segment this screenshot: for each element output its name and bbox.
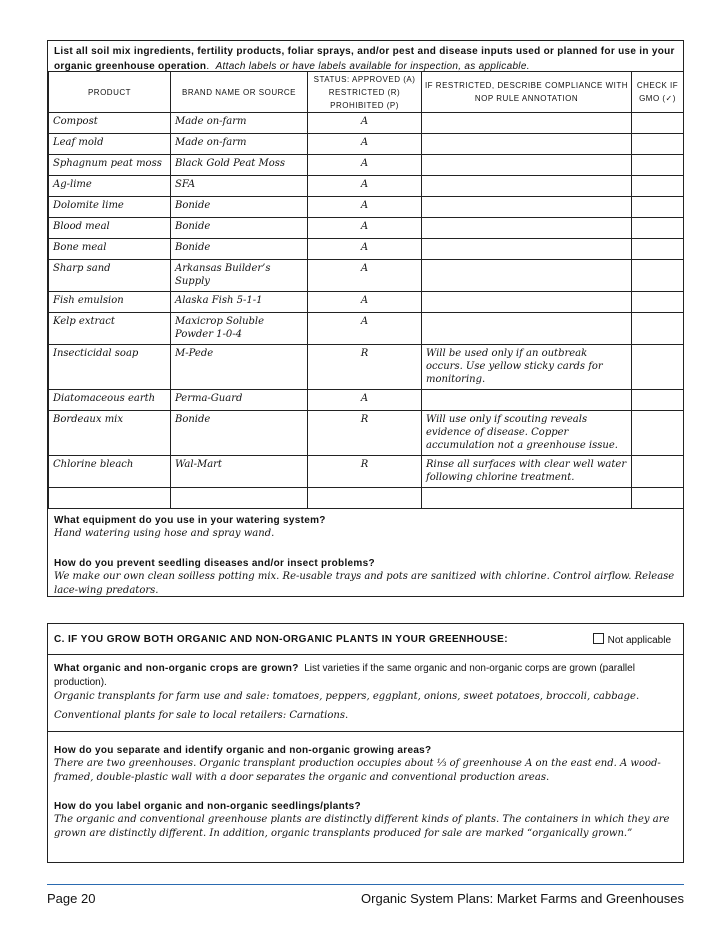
crops-question-bold: What organic and non-organic crops are grown? [54,663,299,674]
col-brand-header: BRAND NAME OR SOURCE [171,72,308,113]
cell-status[interactable]: A [308,218,422,239]
cell-product[interactable]: Compost [49,113,171,134]
cell-product[interactable]: Chlorine bleach [49,456,171,488]
not-applicable-label: Not applicable [607,635,671,646]
not-applicable-option[interactable] [593,633,671,646]
footer-title: Organic System Plans: Market Farms and Greenhouses [361,891,684,906]
crops-question-note: List varieties if the same organic and non-organic corps are grown (parallel production). [54,663,635,688]
page-number: Page 20 [47,891,96,906]
cell-product[interactable]: Leaf mold [49,134,171,155]
cell-empty[interactable] [49,488,171,509]
watering-answer[interactable]: Hand watering using hose and spray wand. [54,528,275,539]
cell-status[interactable]: R [308,411,422,456]
cell-status[interactable]: R [308,345,422,390]
separate-block [48,732,683,785]
cell-gmo[interactable] [632,456,684,488]
cell-compliance[interactable] [422,134,632,155]
cell-status[interactable]: A [308,239,422,260]
cell-compliance[interactable] [422,218,632,239]
inputs-instructions-bold: List all soil mix ingredients, fertility products, foliar sprays, and/or pest and disease inputs used or planned for use in your organic greenhouse operation [54,46,675,72]
inputs-section [47,40,684,597]
table-row [49,313,684,345]
cell-product[interactable]: Sphagnum peat moss [49,155,171,176]
cell-empty[interactable] [632,488,684,509]
cell-compliance[interactable]: Will use only if scouting reveals evidence of disease. Copper accumulation not a greenhouse issue. [422,411,632,456]
col-product-header: PRODUCT [49,72,171,113]
table-row [49,155,684,176]
cell-status[interactable]: A [308,390,422,411]
cell-compliance[interactable] [422,260,632,292]
col-gmo-header: CHECK IF GMO (✓) [632,72,684,113]
cell-gmo[interactable] [632,176,684,197]
cell-status[interactable]: A [308,260,422,292]
seedling-block [48,541,683,598]
cell-status[interactable]: A [308,113,422,134]
label-answer[interactable]: The organic and conventional greenhouse plants are distinctly different kinds of plants. The containers in which they are grown are distinctly different. In addition, organic transplants produced for sale are marked “organically grown.” [54,814,670,839]
table-row [49,260,684,292]
cell-brand[interactable]: Made on-farm [171,134,308,155]
cell-brand[interactable]: Bonide [171,411,308,456]
table-row [49,456,684,488]
footer-rule [47,884,684,885]
cell-gmo[interactable] [632,260,684,292]
label-block [48,785,683,841]
seedling-question: How do you prevent seedling diseases and/or insect problems? [54,558,375,569]
col-status-header: STATUS: APPROVED (A) RESTRICTED (R) PROHIBITED (P) [308,72,422,113]
cell-compliance[interactable] [422,390,632,411]
cell-gmo[interactable] [632,313,684,345]
inputs-instructions-italic: Attach labels or have labels available for inspection, as applicable. [215,61,530,72]
cell-brand[interactable]: M-Pede [171,345,308,390]
cell-gmo[interactable] [632,345,684,390]
cell-gmo[interactable] [632,239,684,260]
cell-product[interactable]: Blood meal [49,218,171,239]
cell-status[interactable]: A [308,313,422,345]
table-row [49,134,684,155]
cell-status[interactable]: A [308,176,422,197]
table-row [49,292,684,313]
cell-status[interactable]: A [308,197,422,218]
cell-compliance[interactable] [422,313,632,345]
cell-brand[interactable]: Bonide [171,218,308,239]
cell-compliance[interactable]: Will be used only if an outbreak occurs. Use yellow sticky cards for monitoring. [422,345,632,390]
cell-empty[interactable] [308,488,422,509]
cell-status[interactable]: A [308,292,422,313]
cell-brand[interactable]: Bonide [171,197,308,218]
table-row [49,113,684,134]
cell-compliance[interactable] [422,155,632,176]
cell-status[interactable]: R [308,456,422,488]
cell-product[interactable]: Fish emulsion [49,292,171,313]
separate-answer[interactable]: There are two greenhouses. Organic transplant production occupies about ⅓ of greenhouse A on the east end. A wood-framed, double-plastic wall with a door separates the organic and conventional production areas. [54,758,661,783]
section-c [47,623,684,863]
crops-question [54,662,677,690]
table-row [49,390,684,411]
cell-product[interactable]: Insecticidal soap [49,345,171,390]
cell-brand[interactable]: Made on-farm [171,113,308,134]
cell-product[interactable]: Kelp extract [49,313,171,345]
cell-gmo[interactable] [632,411,684,456]
watering-question: What equipment do you use in your watering system? [54,515,326,526]
cell-gmo[interactable] [632,155,684,176]
cell-gmo[interactable] [632,218,684,239]
cell-status[interactable]: A [308,134,422,155]
cell-brand[interactable]: Perma-Guard [171,390,308,411]
cell-empty[interactable] [422,488,632,509]
seedling-answer[interactable]: We make our own clean soilless potting mix. Re-usable trays and pots are sanitized with chlorine. Control airflow. Release lace-wing predators. [54,571,675,596]
separate-question: How do you separate and identify organic and non-organic growing areas? [54,745,432,756]
crops-block [48,655,683,723]
cell-product[interactable]: Bone meal [49,239,171,260]
cell-brand[interactable]: Wal-Mart [171,456,308,488]
section-c-title: C. IF YOU GROW BOTH ORGANIC AND NON-ORGANIC PLANTS IN YOUR GREENHOUSE: [54,634,508,645]
cell-gmo[interactable] [632,390,684,411]
cell-brand[interactable]: Arkansas Builder’s Supply [171,260,308,292]
cell-compliance[interactable] [422,176,632,197]
cell-compliance[interactable] [422,292,632,313]
cell-compliance[interactable] [422,113,632,134]
cell-compliance[interactable] [422,239,632,260]
cell-brand[interactable]: SFA [171,176,308,197]
not-applicable-checkbox[interactable] [593,633,604,644]
label-question: How do you label organic and non-organic seedlings/plants? [54,801,361,812]
table-row [49,345,684,390]
inputs-table-body [49,113,684,509]
table-row-empty [49,488,684,509]
table-row [49,197,684,218]
inputs-instructions: List all soil mix ingredients, fertility products, foliar sprays, and/or pest and disease inputs used or planned for use in your organic greenhouse operation. Attach labels or have labels available for inspection, as applicable. [54,46,675,72]
crops-answer-conventional[interactable]: Conventional plants for sale to local retailers: Carnations. [54,710,349,721]
cell-brand[interactable]: Black Gold Peat Moss [171,155,308,176]
cell-gmo[interactable] [632,197,684,218]
table-row [49,218,684,239]
cell-gmo[interactable] [632,113,684,134]
cell-product[interactable]: Diatomaceous earth [49,390,171,411]
watering-block [48,509,683,541]
inputs-table [48,71,684,509]
section-c-header [48,624,683,655]
cell-status[interactable]: A [308,155,422,176]
cell-product[interactable]: Ag-lime [49,176,171,197]
crops-answer-organic[interactable]: Organic transplants for farm use and sale: tomatoes, peppers, eggplant, onions, sweet potatoes, broccoli, cabbage. [54,691,640,702]
table-row [49,176,684,197]
cell-gmo[interactable] [632,292,684,313]
cell-brand[interactable]: Maxicrop Soluble Powder 1-0-4 [171,313,308,345]
col-compliance-header: IF RESTRICTED, DESCRIBE COMPLIANCE WITH NOP RULE ANNOTATION [422,72,632,113]
cell-compliance[interactable]: Rinse all surfaces with clear well water following chlorine treatment. [422,456,632,488]
cell-gmo[interactable] [632,134,684,155]
inputs-table-header [49,72,684,113]
table-row [49,411,684,456]
cell-brand[interactable]: Bonide [171,239,308,260]
table-row [49,239,684,260]
cell-product[interactable]: Sharp sand [49,260,171,292]
cell-compliance[interactable] [422,197,632,218]
cell-brand[interactable]: Alaska Fish 5-1-1 [171,292,308,313]
cell-product[interactable]: Bordeaux mix [49,411,171,456]
cell-product[interactable]: Dolomite lime [49,197,171,218]
cell-empty[interactable] [171,488,308,509]
